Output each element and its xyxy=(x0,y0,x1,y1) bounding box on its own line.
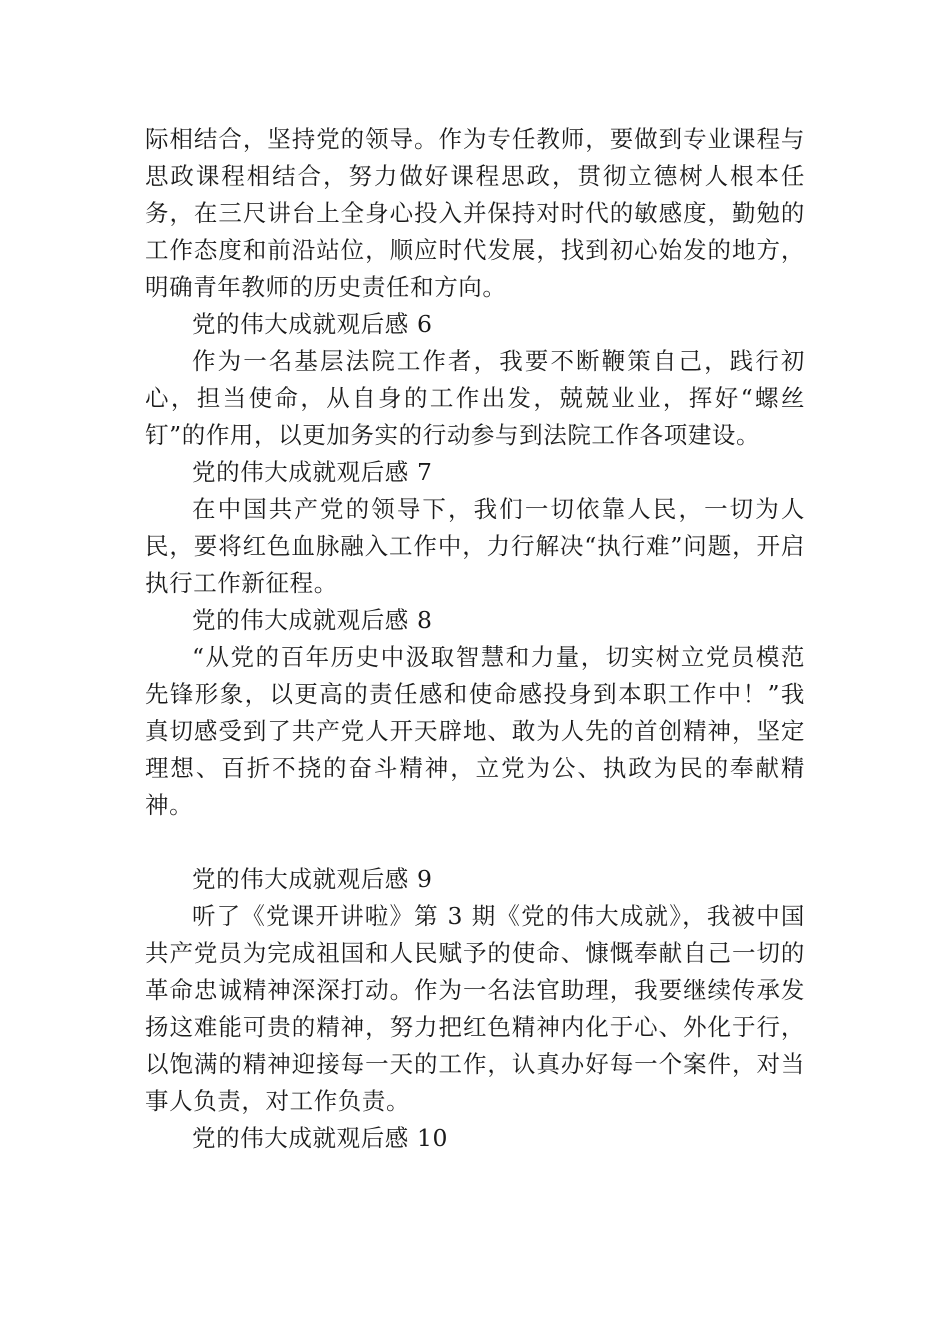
paragraph-6: 作为一名基层法院工作者，我要不断鞭策自己，践行初心，担当使命，从自身的工作出发，兢兢业业，挥好“螺丝钉”的作用，以更加务实的行动参与到法院工作各项建设。 xyxy=(145,347,805,449)
blank-line xyxy=(145,824,805,861)
paragraph-9: 听了《党课开讲啦》第 3 期《党的伟大成就》，我被中国共产党员为完成祖国和人民赋予的使命、慷慨奉献自己一切的革命忠诚精神深深打动。作为一名法官助理，我要继续传承发扬这难能可贵的精神，努力把红色精神内化于心、外化于行，以饱满的精神迎接每一天的工作，认真办好每一个案件，对当事人负责，对工作负责。 xyxy=(145,902,805,1115)
paragraph-continuation: 际相结合，坚持党的领导。作为专任教师，要做到专业课程与思政课程相结合，努力做好课程思政，贯彻立德树人根本任务，在三尺讲台上全身心投入并保持对时代的敏感度，勤勉的工作态度和前沿站位，顺应时代发展，找到初心始发的地方，明确青年教师的历史责任和方向。 xyxy=(145,125,805,301)
section-heading-6: 党的伟大成就观后感 6 xyxy=(192,310,433,338)
document-page xyxy=(145,121,805,1157)
paragraph-8: “从党的百年历史中汲取智慧和力量，切实树立党员模范先锋形象，以更高的责任感和使命感投身到本职工作中！”我真切感受到了共产党人开天辟地、敢为人先的首创精神，坚定理想、百折不挠的奋斗精神，立党为公、执政为民的奉献精神。 xyxy=(145,643,805,819)
section-heading-7: 党的伟大成就观后感 7 xyxy=(192,458,433,486)
section-heading-10: 党的伟大成就观后感 10 xyxy=(192,1124,449,1152)
section-heading-9: 党的伟大成就观后感 9 xyxy=(192,865,433,893)
paragraph-7: 在中国共产党的领导下，我们一切依靠人民，一切为人民，要将红色血脉融入工作中，力行解决“执行难”问题，开启执行工作新征程。 xyxy=(145,495,805,597)
section-heading-8: 党的伟大成就观后感 8 xyxy=(192,606,433,634)
